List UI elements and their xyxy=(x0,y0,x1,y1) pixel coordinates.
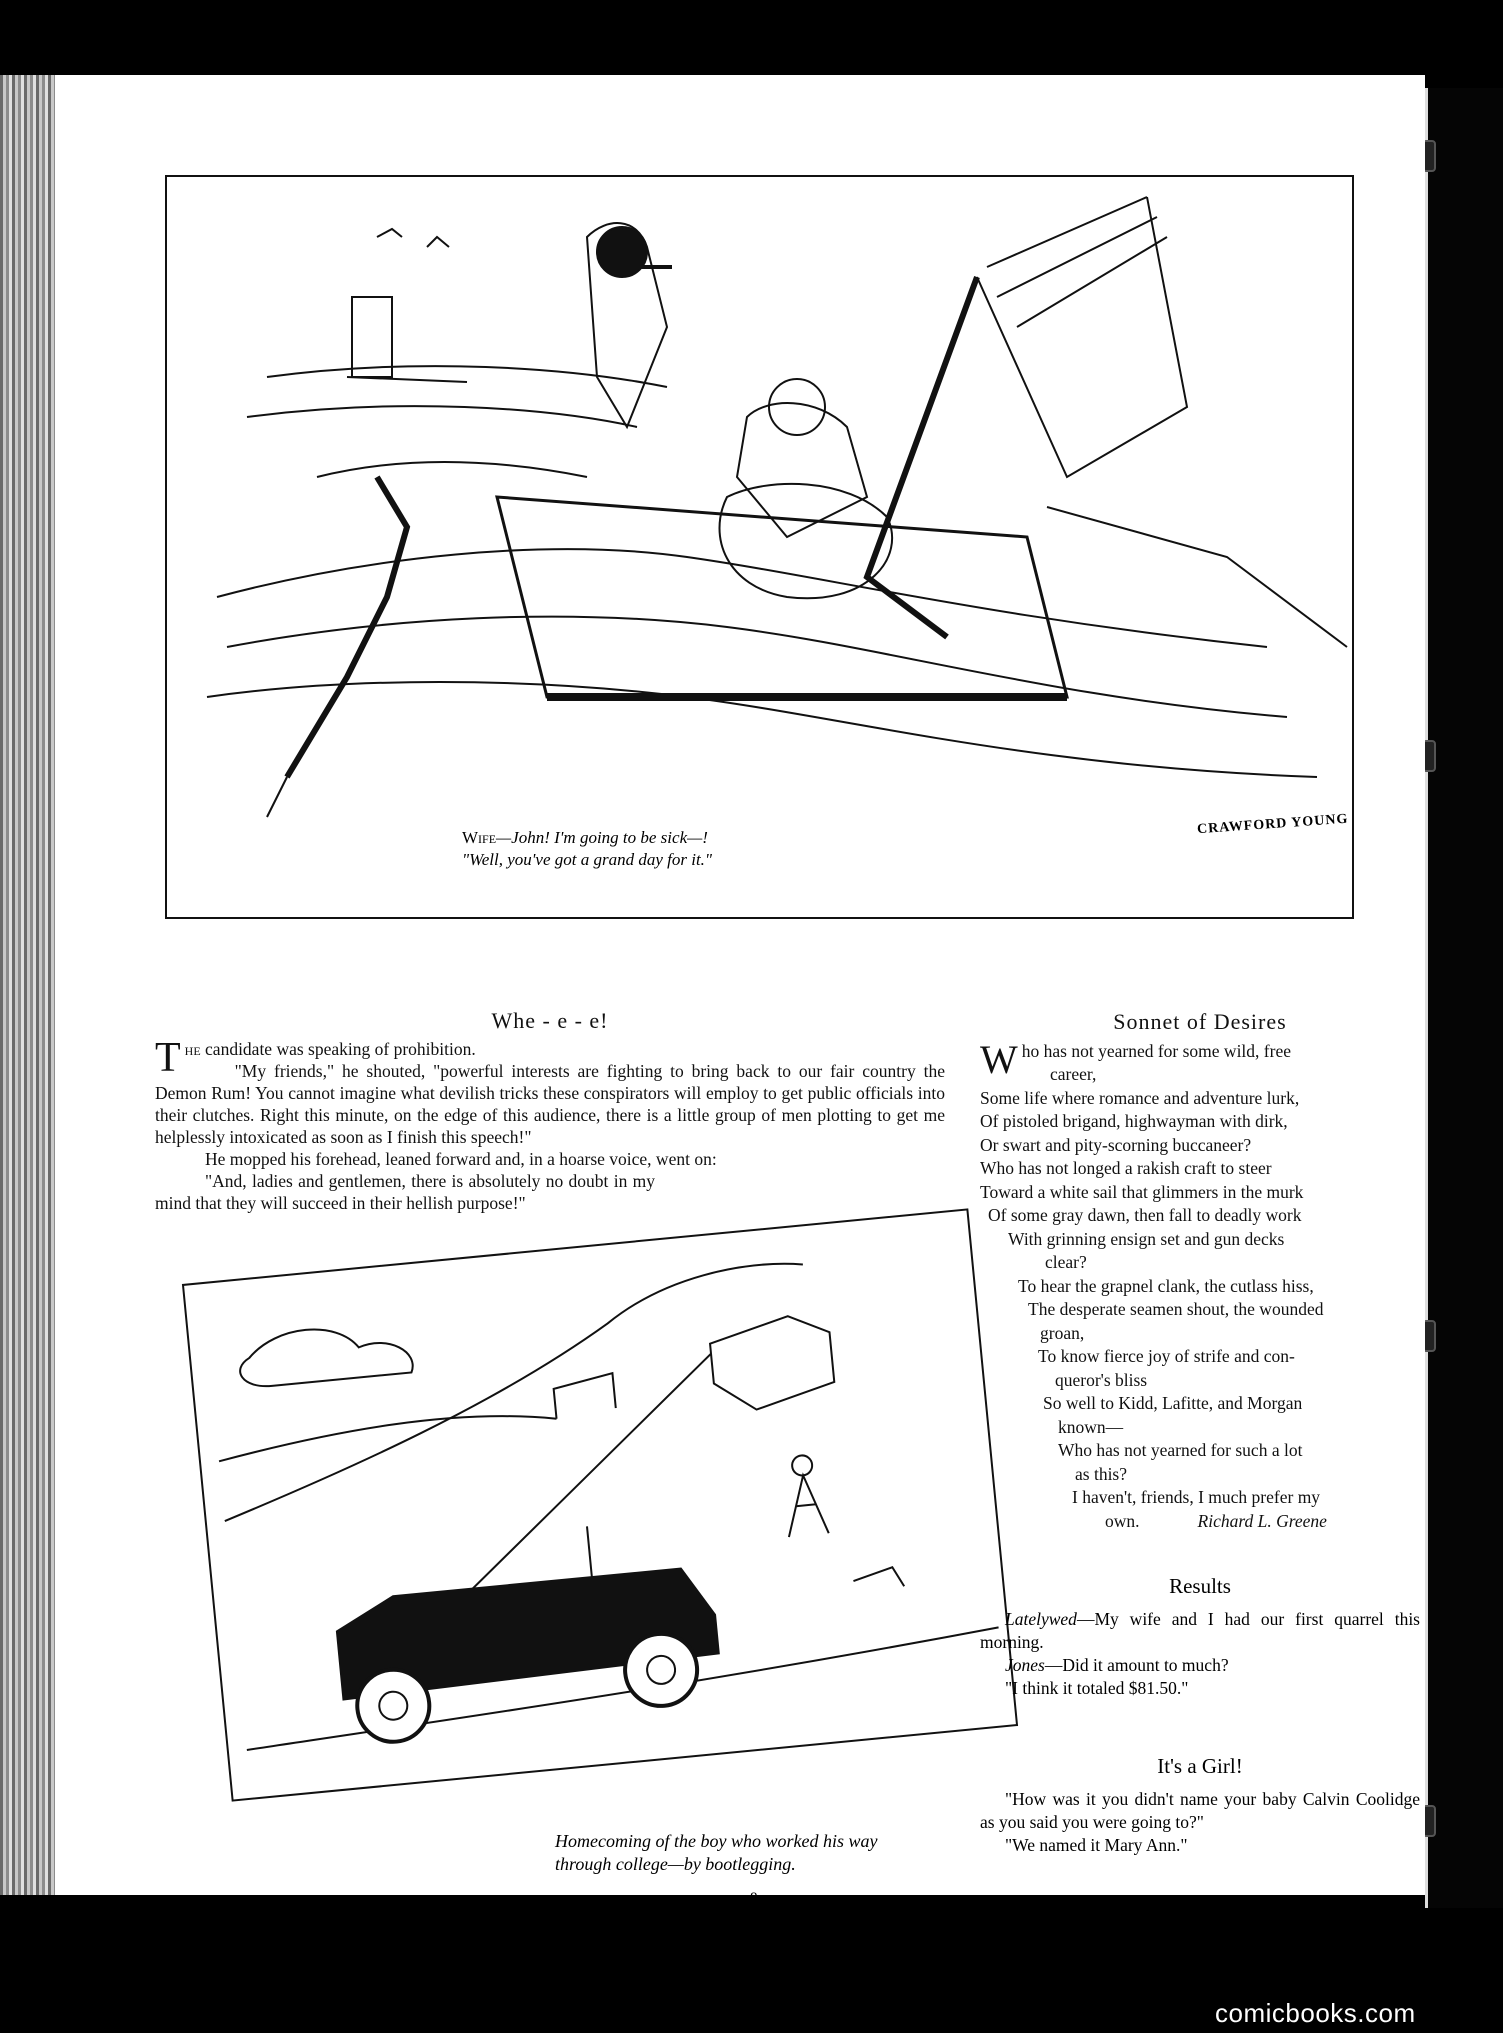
caption-reply: "Well, you've got a grand day for it." xyxy=(462,850,713,869)
poem-line: queror's bliss xyxy=(1055,1369,1148,1390)
poem-line: as this? xyxy=(1075,1463,1128,1484)
magazine-page xyxy=(55,75,1425,1906)
poem-line: Of pistoled brigand, highwayman with dirk, xyxy=(980,1111,1288,1131)
cartoon1-caption xyxy=(462,827,712,871)
lead-smallcaps: he xyxy=(184,1039,201,1059)
poem-line: Or swart and pity-scorning buccaneer? xyxy=(980,1134,1252,1155)
joke-line: "How was it you didn't name your baby Calvin Coolidge as you said you were going to?" xyxy=(980,1789,1420,1832)
sailboat-illustration xyxy=(167,177,1352,917)
drop-cap: T xyxy=(155,1035,181,1081)
caption-line: Homecoming of the boy who worked his way xyxy=(555,1831,878,1851)
whee-story xyxy=(155,1010,945,1214)
results-joke xyxy=(980,1575,1420,1700)
artist-signature: CRAWFORD YOUNG xyxy=(1196,811,1349,838)
caption-dialogue: —John! I'm going to be sick—! xyxy=(496,828,708,847)
poem-line: Some life where romance and adventure lurk, xyxy=(980,1087,1300,1108)
poem-line: To know fierce joy of strife and con- xyxy=(1038,1346,1295,1366)
results-title: Results xyxy=(1169,1574,1231,1598)
poem-line: I haven't, friends, I much prefer my xyxy=(1072,1487,1321,1507)
poem-line: clear? xyxy=(1045,1252,1087,1272)
poem-line: Of some gray dawn, then fall to deadly work xyxy=(988,1205,1302,1225)
poem-line: Who has not longed a rakish craft to steer xyxy=(980,1158,1272,1178)
poem-line: The desperate seamen shout, the wounded xyxy=(1028,1299,1324,1319)
story-paragraph: He mopped his forehead, leaned forward and, in a hoarse voice, went on: xyxy=(205,1149,717,1169)
poem-line: career, xyxy=(1050,1064,1097,1084)
story-paragraph: "And, ladies and gentlemen, there is absolutely no doubt in my mind that they will succeed in their hellish purpose!" xyxy=(155,1171,655,1213)
sailboat-cartoon xyxy=(165,175,1354,919)
poem-line: So well to Kidd, Lafitte, and Morgan xyxy=(1043,1393,1303,1413)
sonnet-poem xyxy=(980,1010,1420,1533)
sonnet-title: Sonnet of Desires xyxy=(1113,1009,1287,1034)
its-a-girl-joke xyxy=(980,1755,1420,1857)
book-spine-edge xyxy=(0,75,55,1895)
poem-line: groan, xyxy=(1040,1322,1085,1343)
joke-line: "We named it Mary Ann." xyxy=(1005,1835,1188,1855)
speaker-name: Latelywed xyxy=(1005,1609,1077,1629)
poem-line: Who has not yearned for such a lot xyxy=(1058,1440,1303,1460)
poem-author: Richard L. Greene xyxy=(1197,1510,1327,1531)
drop-cap: W xyxy=(980,1036,1018,1082)
poem-line: To hear the grapnel clank, the cutlass hiss, xyxy=(1018,1275,1314,1296)
poem-line: With grinning ensign set and gun decks xyxy=(1008,1228,1285,1249)
caption-speaker: Wife xyxy=(462,828,497,847)
girl-title: It's a Girl! xyxy=(1157,1754,1243,1778)
joke-line: "I think it totaled $81.50." xyxy=(1005,1678,1189,1698)
cartoon2-caption xyxy=(555,1830,877,1876)
poem-line: own. xyxy=(1105,1510,1140,1531)
car-illustration xyxy=(182,1208,1018,1801)
car-cartoon xyxy=(182,1208,1018,1801)
page-number: 8 xyxy=(750,1890,758,1906)
speaker-name: Jones xyxy=(1005,1655,1045,1675)
story-paragraph: "My friends," he shouted, "powerful interests are fighting to bring back to our fair country the Demon Rum! You cannot imagine what devilish tricks these conspirators will employ to get public officials into their clutches. Right this minute, on the edge of this audience, there is a little group of men plotting to get me helplessly intoxicated as soon as I finish this speech!" xyxy=(155,1061,945,1147)
poem-line: known— xyxy=(1058,1416,1124,1437)
site-watermark: comicbooks.com xyxy=(1215,1998,1416,2028)
story-paragraph: candidate was speaking of prohibition. xyxy=(200,1039,476,1059)
facing-page-edge xyxy=(1425,88,1503,1908)
poem-line: ho has not yearned for some wild, free xyxy=(1021,1040,1291,1061)
caption-line: through college—by bootlegging. xyxy=(555,1854,796,1874)
joke-line: —My wife and I had our first quarrel this morning. xyxy=(980,1609,1420,1652)
story-title: Whe - e - e! xyxy=(491,1008,609,1033)
joke-line: —Did it amount to much? xyxy=(1044,1655,1229,1675)
poem-line: Toward a white sail that glimmers in the murk xyxy=(980,1181,1304,1202)
